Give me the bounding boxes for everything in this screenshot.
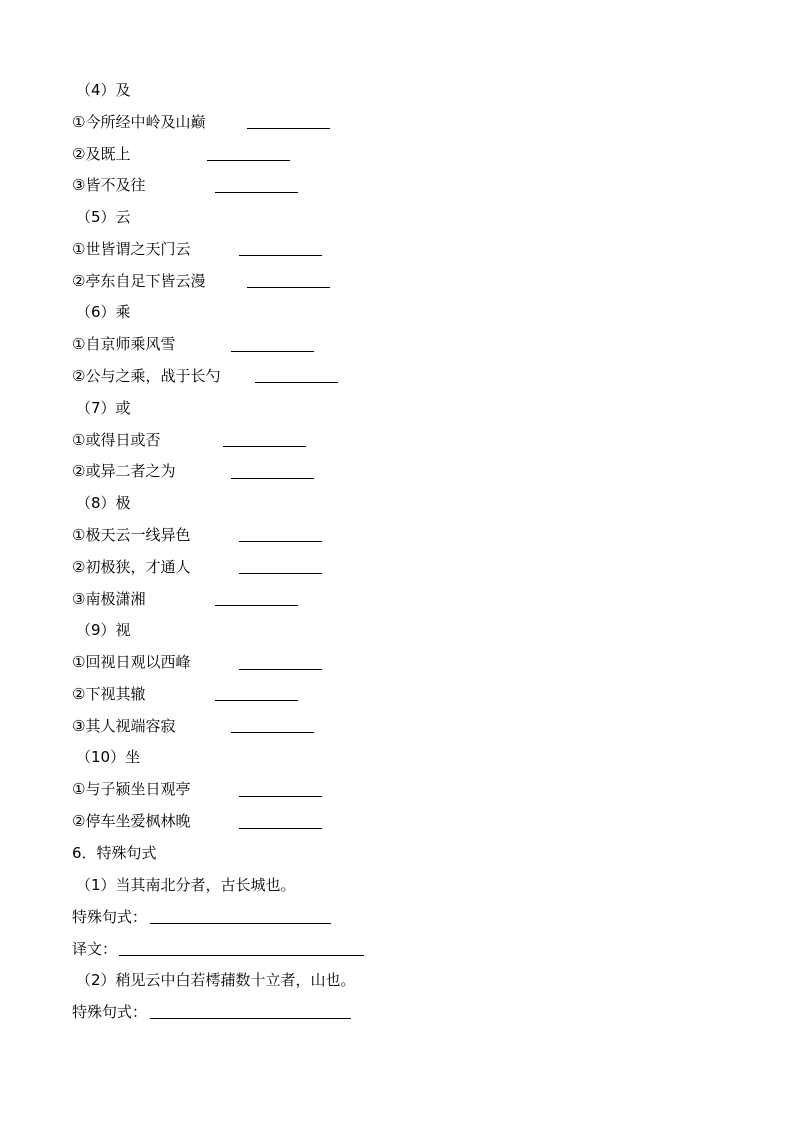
item-text: ①自京师乘风雪	[72, 335, 176, 353]
item-text: ①回视日观以西峰	[72, 653, 191, 671]
item-9-1	[72, 651, 190, 673]
item-10-2	[72, 810, 190, 832]
item-text: ②下视其辙	[72, 685, 146, 703]
answer-blank-4-2[interactable]	[207, 160, 290, 161]
item-text: ①或得日或否	[72, 431, 161, 449]
field-label: 译文：	[72, 940, 118, 958]
item-text: ②及既上	[72, 145, 131, 163]
item-4-3	[72, 174, 145, 196]
item-8-1	[72, 524, 190, 546]
field-label: 特殊句式：	[72, 908, 148, 926]
item-text: ①世皆谓之天门云	[72, 240, 191, 258]
item-5-2	[72, 270, 205, 292]
answer-blank-9-1[interactable]	[239, 669, 322, 670]
translation-blank-1[interactable]	[119, 955, 364, 956]
sentence-1-pattern	[72, 906, 147, 928]
answer-blank-7-1[interactable]	[223, 446, 306, 447]
sentence-1-translation	[72, 938, 117, 960]
item-text: ③皆不及往	[72, 176, 146, 194]
item-7-2	[72, 460, 175, 482]
item-text: ③南极潇湘	[72, 590, 146, 608]
answer-blank-9-3[interactable]	[231, 732, 314, 733]
item-text: ①与子颍坐日观亭	[72, 780, 191, 798]
item-4-1	[72, 111, 205, 133]
sentence-2: （2）稍见云中白若樗蒱数十立者，山也。	[76, 971, 356, 989]
item-9-2	[72, 683, 145, 705]
item-10-1	[72, 778, 190, 800]
heading-10: （10）坐	[76, 748, 141, 766]
answer-blank-5-2[interactable]	[247, 287, 330, 288]
item-9-3	[72, 715, 175, 737]
answer-blank-6-2[interactable]	[255, 382, 338, 383]
pattern-blank-1[interactable]	[150, 923, 331, 924]
item-6-1	[72, 333, 175, 355]
heading-6: （6）乘	[76, 303, 131, 321]
answer-blank-8-2[interactable]	[239, 573, 322, 574]
answer-blank-4-1[interactable]	[247, 128, 330, 129]
answer-blank-8-1[interactable]	[239, 541, 322, 542]
section-6-title: 6．特殊句式	[72, 844, 157, 862]
item-7-1	[72, 429, 160, 451]
field-label: 特殊句式：	[72, 1003, 148, 1021]
item-5-1	[72, 238, 190, 260]
answer-blank-6-1[interactable]	[231, 351, 314, 352]
item-4-2	[72, 143, 130, 165]
item-8-2	[72, 556, 190, 578]
answer-blank-9-2[interactable]	[215, 700, 298, 701]
answer-blank-8-3[interactable]	[215, 605, 298, 606]
item-text: ①今所经中岭及山巅	[72, 113, 206, 131]
answer-blank-10-1[interactable]	[239, 796, 322, 797]
answer-blank-4-3[interactable]	[215, 192, 298, 193]
answer-blank-10-2[interactable]	[239, 828, 322, 829]
item-text: ③其人视端容寂	[72, 717, 176, 735]
item-text: ②或异二者之为	[72, 462, 176, 480]
item-text: ②停车坐爱枫林晚	[72, 812, 191, 830]
item-text: ①极天云一线异色	[72, 526, 191, 544]
item-8-3	[72, 588, 145, 610]
item-text: ②亭东自足下皆云漫	[72, 272, 206, 290]
item-text: ②初极狭，才通人	[72, 558, 191, 576]
answer-blank-5-1[interactable]	[239, 255, 322, 256]
heading-8: （8）极	[76, 494, 131, 512]
heading-5: （5）云	[76, 208, 131, 226]
heading-7: （7）或	[76, 399, 131, 417]
sentence-1: （1）当其南北分者，古长城也。	[76, 876, 296, 894]
answer-blank-7-2[interactable]	[231, 478, 314, 479]
sentence-2-pattern	[72, 1001, 147, 1023]
heading-4: （4）及	[76, 81, 131, 99]
heading-9: （9）视	[76, 621, 131, 639]
item-6-2	[72, 365, 220, 387]
pattern-blank-2[interactable]	[150, 1018, 351, 1019]
item-text: ②公与之乘，战于长勺	[72, 367, 221, 385]
